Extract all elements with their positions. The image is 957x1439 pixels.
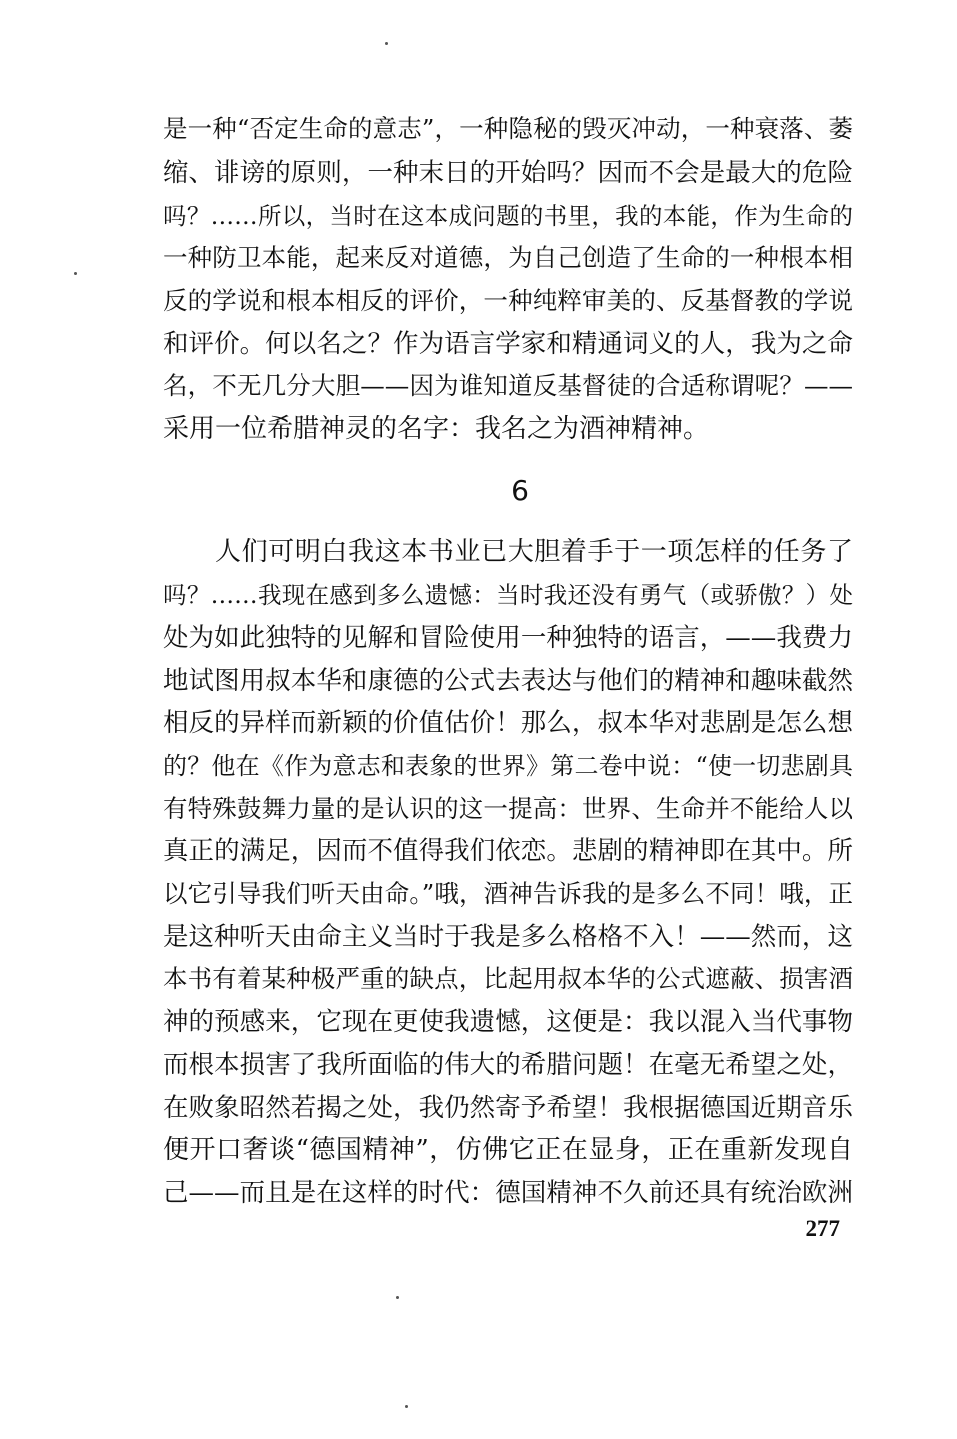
text-line: 有特殊鼓舞力量的是认识的这一提高：世界、生命并不能给人以 [163,794,853,823]
text-line: 采用一位希腊神灵的名字：我名之为酒神精神。 [163,414,710,444]
text-line: 以它引导我们听天由命。”哦，酒神告诉我的是多么不同！哦，正 [163,879,853,908]
scan-speck [74,272,77,275]
page-number: 277 [805,1216,840,1241]
scan-speck [405,1405,408,1408]
text-line: 和评价。何以名之？作为语言学家和精通词义的人，我为之命 [163,329,853,359]
text-line: 本书有着某种极严重的缺点，比起用叔本华的公式遮蔽、损害酒 [163,964,853,993]
text-line: 处为如此独特的见解和冒险使用一种独特的语言，——我费力 [163,623,853,653]
text-line: 地试图用叔本华和康德的公式去表达与他们的精神和趣味截然 [163,666,853,696]
text-line: 在败象昭然若揭之处，我仍然寄予希望！我根据德国近期音乐 [163,1093,853,1123]
text-line: 而根本损害了我所面临的伟大的希腊问题！在毫无希望之处， [163,1050,853,1080]
text-line: 是一种“否定生命的意志”，一种隐秘的毁灭冲动，一种衰落、萎 [163,114,853,143]
text-line: 名，不无几分大胆——因为谁知道反基督徒的合适称谓呢？—— [163,371,853,400]
text-line: 吗？……我现在感到多么遗憾：当时我还没有勇气（或骄傲？）处 [163,581,853,609]
text-line: 相反的异样而新颖的价值估价！那么，叔本华对悲剧是怎么想 [163,708,853,738]
text-line: 一种防卫本能，起来反对道德，为自己创造了生命的一种根本相 [163,243,853,272]
text-line: 吗？……所以，当时在这本成问题的书里，我的本能，作为生命的 [163,202,853,230]
scan-speck [385,42,388,45]
text-line: 人们可明白我这本书业已大胆着手于一项怎样的任务了 [215,537,853,567]
section-number: 6 [511,474,529,507]
text-line: 真正的满足，因而不值得我们依恋。悲剧的精神即在其中。所 [163,836,853,866]
text-line: 神的预感来，它现在更使我遗憾，这便是：我以混入当代事物 [163,1007,853,1037]
text-line: 的？他在《作为意志和表象的世界》第二卷中说：“使一切悲剧具 [163,752,853,780]
scan-speck [396,1296,399,1299]
text-line: 缩、诽谤的原则，一种末日的开始吗？因而不会是最大的危险 [163,158,853,188]
text-line: 反的学说和根本相反的评价，一种纯粹审美的、反基督教的学说 [163,286,853,315]
text-line: 是这种听天由命主义当时于我是多么格格不入！——然而，这 [163,922,853,952]
text-line: 己——而且是在这样的时代：德国精神不久前还具有统治欧洲 [163,1178,853,1208]
text-line: 便开口奢谈“德国精神”，仿佛它正在显身，正在重新发现自 [163,1135,853,1165]
